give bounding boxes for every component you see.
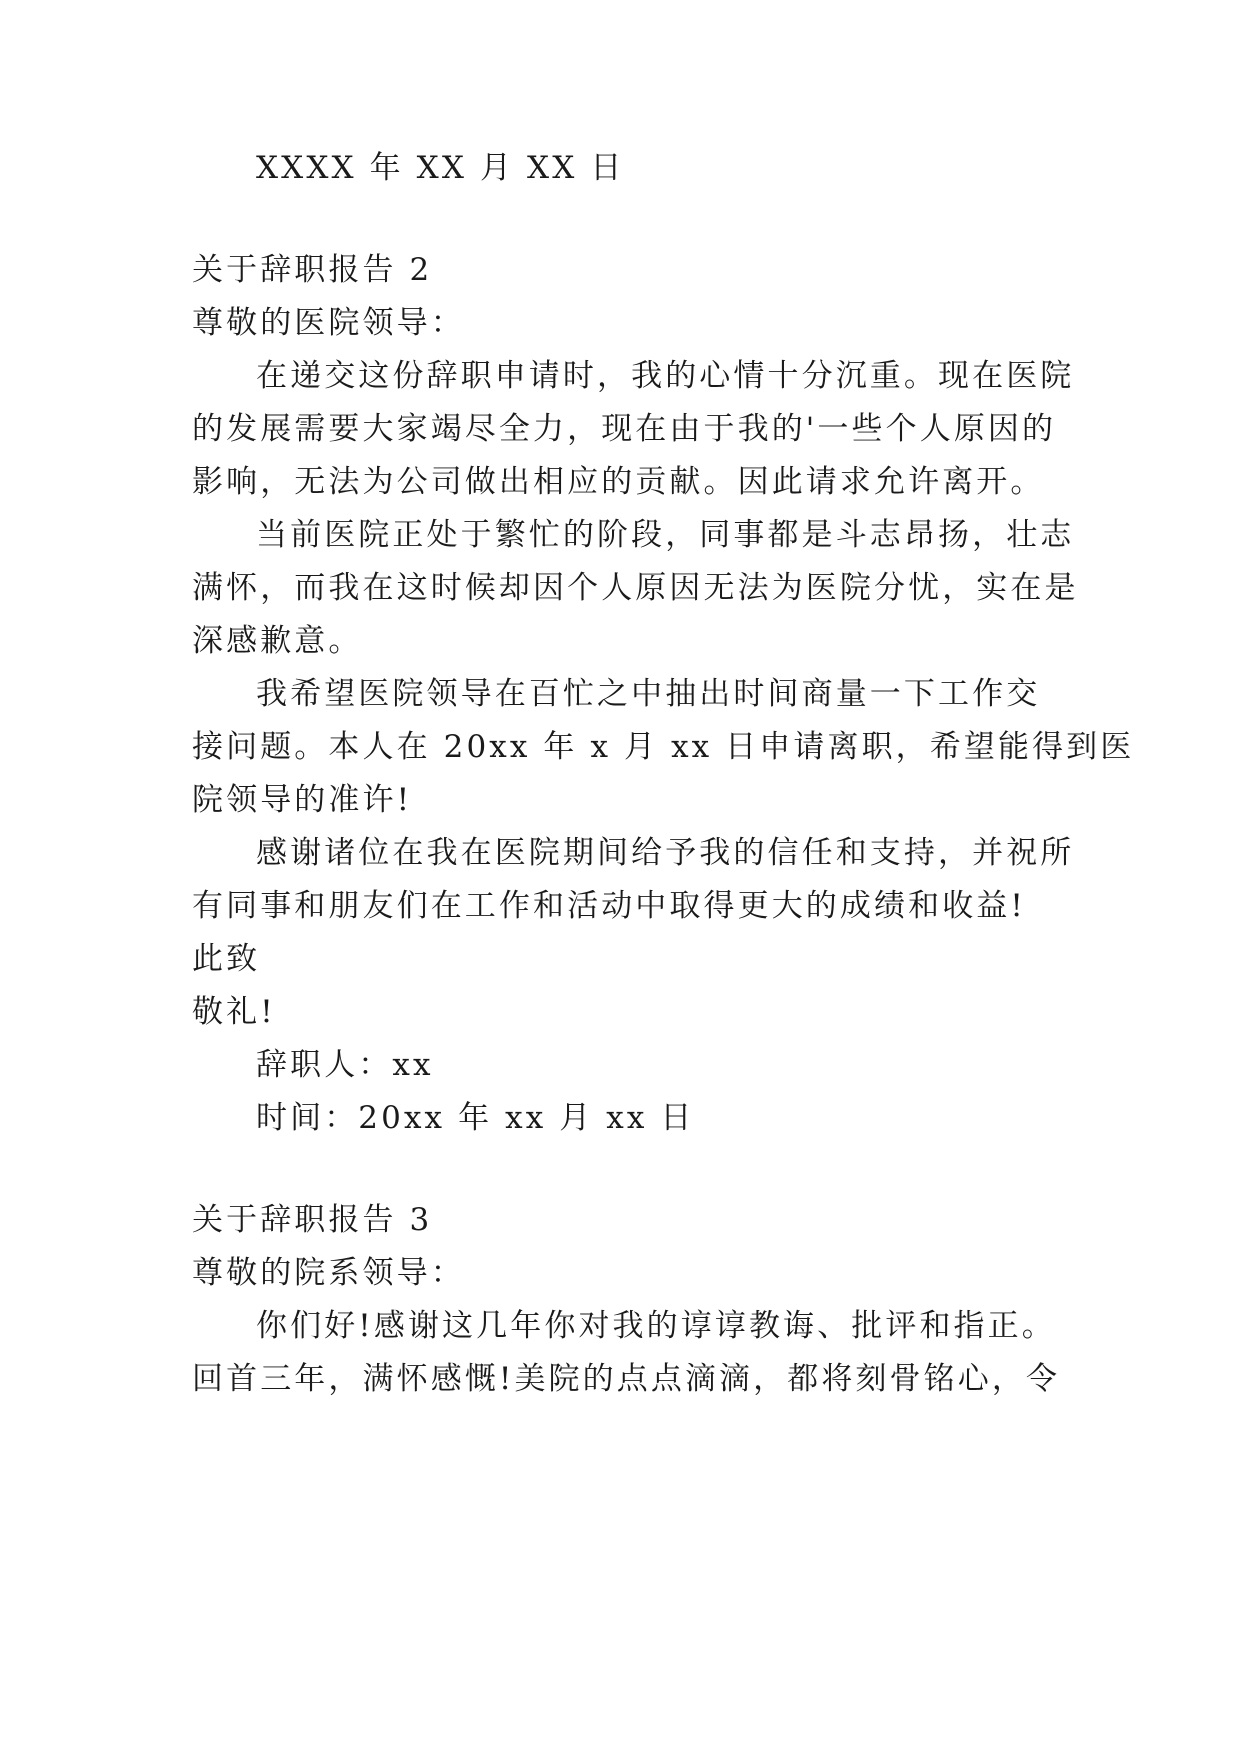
report-2-paragraph-2-line-1: 当前医院正处于繁忙的阶段，同事都是斗志昂扬，壮志 xyxy=(256,517,1075,553)
top-date: XXXX 年 XX 月 XX 日 xyxy=(256,150,625,186)
report-2-paragraph-2-line-3: 深感歉意。 xyxy=(192,623,363,659)
report-2-title: 关于辞职报告 2 xyxy=(192,252,433,288)
report-3-paragraph-1-line-1: 你们好!感谢这几年你对我的谆谆教诲、批评和指正。 xyxy=(256,1308,1056,1344)
report-3-salutation: 尊敬的院系领导： xyxy=(192,1255,465,1291)
report-2-paragraph-4-line-2: 有同事和朋友们在工作和活动中取得更大的成绩和收益! xyxy=(192,888,1026,924)
report-2-paragraph-4-line-1: 感谢诸位在我在医院期间给予我的信任和支持，并祝所 xyxy=(256,835,1075,871)
report-2-paragraph-1-line-1: 在递交这份辞职申请时，我的心情十分沉重。现在医院 xyxy=(256,358,1075,394)
report-2-paragraph-1-line-2: 的发展需要大家竭尽全力，现在由于我的'一些个人原因的 xyxy=(192,411,1057,447)
report-2-paragraph-3-line-1: 我希望医院领导在百忙之中抽出时间商量一下工作交 xyxy=(256,676,1041,712)
report-2-paragraph-1-line-3: 影响，无法为公司做出相应的贡献。因此请求允许离开。 xyxy=(192,464,1045,500)
report-2-time: 时间：20xx 年 xx 月 xx 日 xyxy=(256,1100,695,1136)
report-3-title: 关于辞职报告 3 xyxy=(192,1202,433,1238)
report-3-paragraph-1-line-2: 回首三年，满怀感慨!美院的点点滴滴，都将刻骨铭心，令 xyxy=(192,1361,1061,1397)
report-2-signer: 辞职人：xx xyxy=(256,1047,434,1083)
report-2-closing-1: 此致 xyxy=(192,941,261,977)
report-2-closing-2: 敬礼! xyxy=(192,994,276,1030)
report-2-paragraph-3-line-3: 院领导的准许! xyxy=(192,782,413,818)
report-2-salutation: 尊敬的医院领导： xyxy=(192,305,465,341)
report-2-paragraph-2-line-2: 满怀，而我在这时候却因个人原因无法为医院分忧，实在是 xyxy=(192,570,1079,606)
report-2-paragraph-3-line-2: 接问题。本人在 20xx 年 x 月 xx 日申请离职，希望能得到医 xyxy=(192,729,1135,765)
